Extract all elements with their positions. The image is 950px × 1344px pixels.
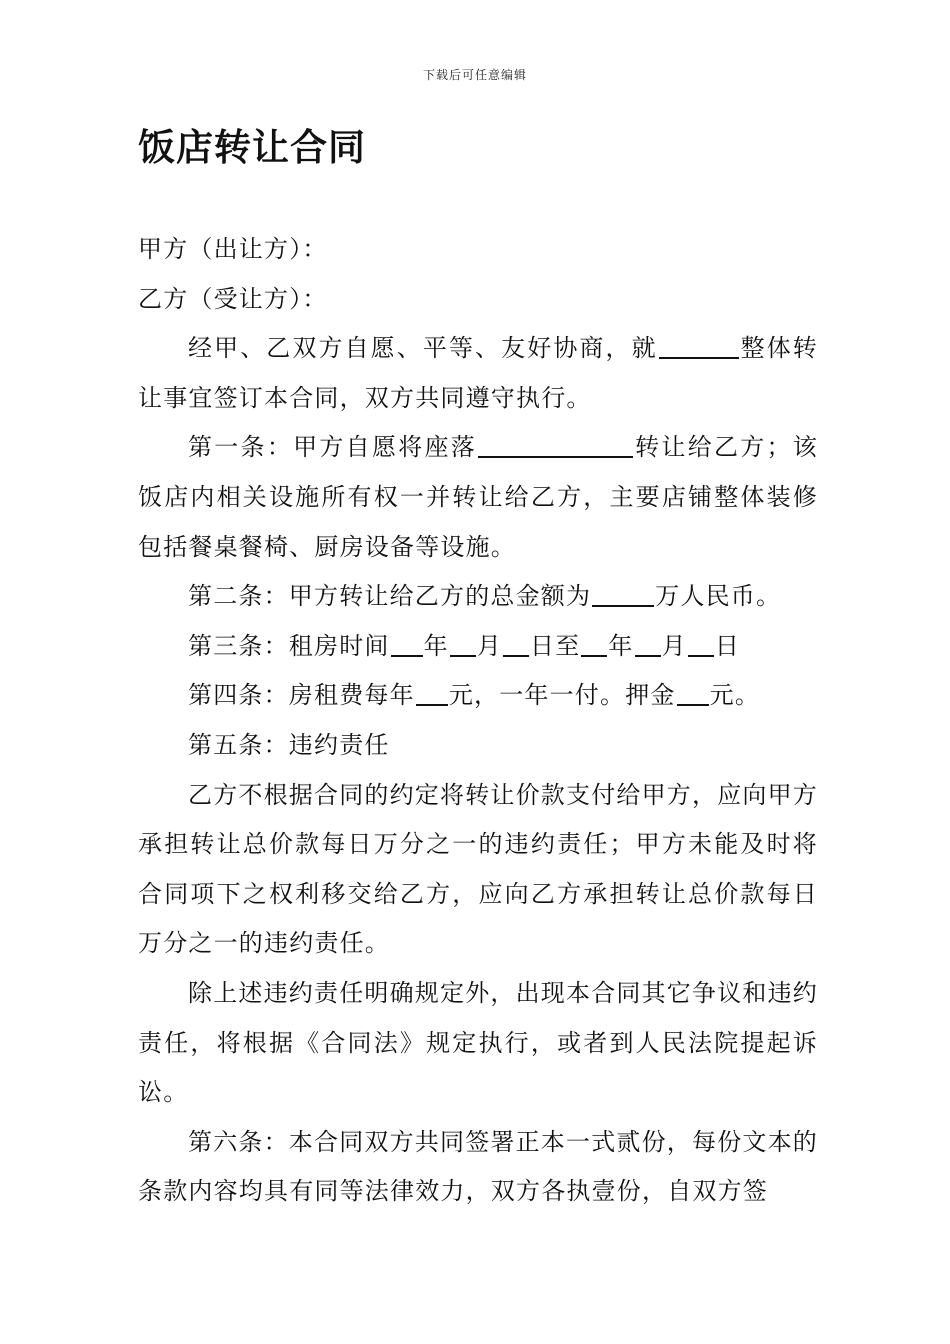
document-body <box>138 225 818 1217</box>
intro-text-before: 经甲、乙双方自愿、平等、友好协商，就 <box>188 334 658 363</box>
article-3-year-end: 年 <box>608 631 634 660</box>
article-3-day-to: 日至 <box>530 631 581 660</box>
party-b-line: 乙方（受让方）： <box>138 284 328 313</box>
fill-blank <box>677 680 709 706</box>
article-3-label: 第三条：租房时间 <box>188 631 390 660</box>
fill-blank <box>416 680 448 706</box>
article-1-text-after: 转让给乙方；该饭店内相关设施所有权一并转让给乙方，主要店铺整体装修包括餐桌餐椅、厨房设备等设施。 <box>138 433 819 561</box>
article-4-text-before: 第四条：房租费每年 <box>188 681 415 710</box>
intro-paragraph <box>138 324 818 423</box>
article-3-month: 月 <box>476 631 503 660</box>
article-3-month-end: 月 <box>661 631 687 660</box>
article-5-paragraph-2: 除上述违约责任明确规定外，出现本合同其它争议和违约责任，将根据《合同法》规定执行，或者到人民法院提起诉讼。 <box>138 978 818 1107</box>
article-4-text-after: 元。 <box>709 681 761 710</box>
article-1-paragraph <box>138 423 818 572</box>
article-5-paragraph-1: 乙方不根据合同的约定将转让价款支付给甲方，应向甲方承担转让总价款每日万分之一的违约责任；甲方未能及时将合同项下之权利移交给乙方，应向乙方承担转让总价款每日万分之一的违约责任。 <box>138 780 818 958</box>
article-3-day-end: 日 <box>714 631 741 660</box>
article-2-text-before: 第二条：甲方转让给乙方的总金额为 <box>188 582 592 611</box>
article-1-text-before: 第一条：甲方自愿将座落 <box>188 433 478 462</box>
article-3-paragraph <box>138 622 818 672</box>
article-2-text-after: 万人民币。 <box>655 582 782 611</box>
article-5-heading: 第五条：违约责任 <box>188 730 390 759</box>
fill-blank <box>581 631 607 657</box>
fill-blank <box>592 581 654 607</box>
fill-blank <box>659 333 739 359</box>
fill-blank <box>391 631 423 657</box>
fill-blank <box>478 432 633 458</box>
article-2-paragraph <box>138 572 818 622</box>
fill-blank <box>688 631 714 657</box>
fill-blank <box>450 631 476 657</box>
intro-text-after: 整体转让事宜签订本合同，双方共同遵守执行。 <box>138 334 818 412</box>
party-a-line: 甲方（出让方）： <box>138 235 328 263</box>
article-4-paragraph <box>138 671 818 721</box>
fill-blank <box>635 631 661 657</box>
header-note: 下载后可任意编辑 <box>422 68 527 82</box>
article-3-year: 年 <box>423 631 449 660</box>
document-title: 饭店转让合同 <box>138 125 366 169</box>
article-6-paragraph: 第六条：本合同双方共同签署正本一式贰份，每份文本的条款内容均具有同等法律效力，双方各执壹份，自双方签 <box>138 1127 818 1206</box>
fill-blank <box>503 631 529 657</box>
article-4-text-middle: 元，一年一付。押金 <box>448 681 676 710</box>
